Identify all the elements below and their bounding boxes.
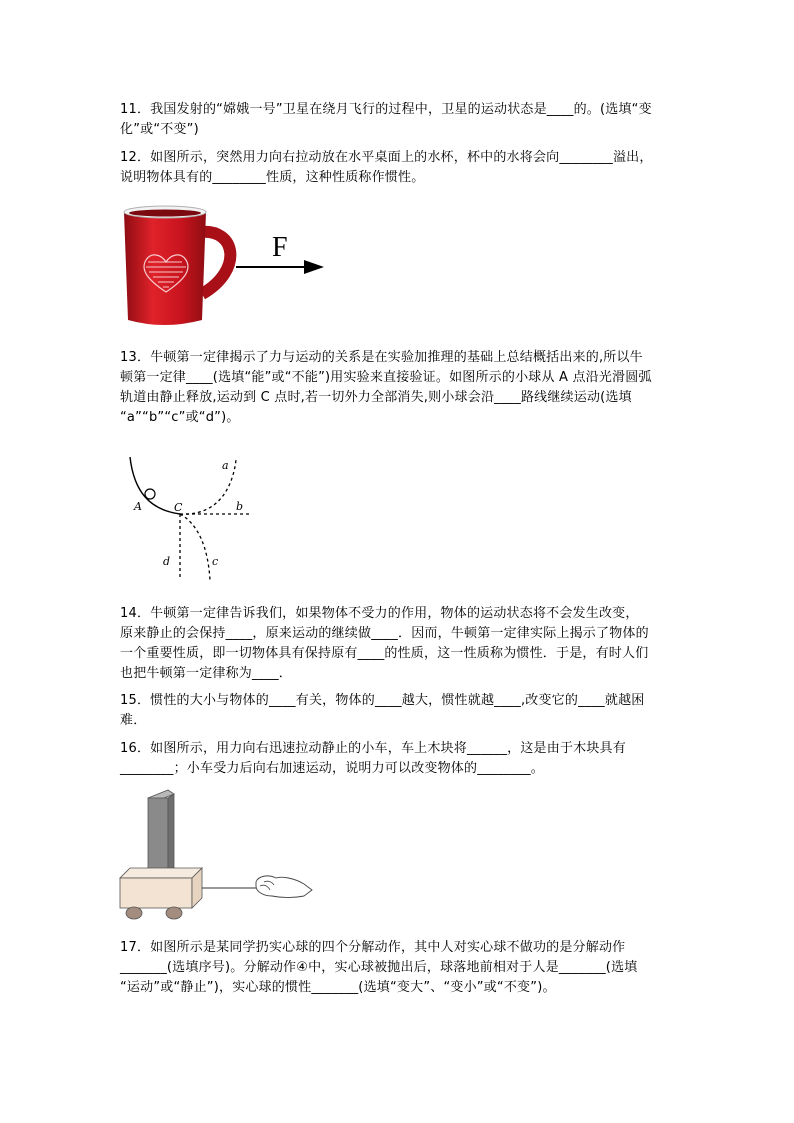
question-14 xyxy=(120,604,680,684)
question-17 xyxy=(120,938,680,998)
question-13-line-3: 轨道由静止释放,运动到 C 点时,若一切外力全部消失,则小球会沿____路线继续运动(选填 xyxy=(120,390,632,405)
question-14-line-4: 也把牛顿第一定律称为____． xyxy=(120,666,293,681)
arc-track-diagram xyxy=(120,452,260,582)
question-12 xyxy=(120,148,680,188)
question-17-line-1: 17．如图所示是某同学扔实心球的四个分解动作，其中人对实心球不做功的是分解动作 xyxy=(120,940,626,955)
question-15-line-1: 15．惯性的大小与物体的____有关，物体的____越大，惯性就越____,改变它的____就越困 xyxy=(120,693,645,708)
question-11-line-2: 化”或“不变”) xyxy=(120,122,199,137)
cart-body xyxy=(120,868,202,908)
cart-figure xyxy=(118,786,318,926)
question-14-line-2: 原来静止的会保持____，原来运动的继续做____．因而，牛顿第一定律实际上揭示了物体的 xyxy=(120,626,649,641)
label-a: a xyxy=(222,459,229,472)
label-b: b xyxy=(236,500,244,513)
label-d: d xyxy=(163,555,171,568)
question-15 xyxy=(120,691,680,731)
path-c xyxy=(180,514,210,580)
cup-body xyxy=(124,212,206,325)
question-13-line-1: 13．牛顿第一定律揭示了力与运动的关系是在实验加推理的基础上总结概括出来的,所以牛 xyxy=(120,350,643,365)
question-11 xyxy=(120,100,680,140)
question-13 xyxy=(120,348,680,428)
label-C: C xyxy=(174,501,183,514)
hand-icon xyxy=(256,876,312,898)
question-16-line-2: ________；小车受力后向右加速运动，说明力可以改变物体的________。 xyxy=(120,761,545,776)
cup-figure xyxy=(118,200,338,335)
label-c: c xyxy=(212,555,219,568)
question-16-line-1: 16．如图所示，用力向右迅速拉动静止的小车，车上木块将______，这是由于木块具有 xyxy=(120,741,626,756)
arc-track-figure xyxy=(120,452,260,582)
question-14-line-1: 14．牛顿第一定律告诉我们，如果物体不受力的作用，物体的运动状态将不会发生改变， xyxy=(120,606,639,621)
question-17-line-3: “运动”或“静止”)，实心球的惯性_______(选填“变大”、“变小”或“不变”)。 xyxy=(120,980,556,995)
force-label-F: F xyxy=(272,232,288,263)
question-11-line-1: 11．我国发射的“嫦娥一号”卫星在绕月飞行的过程中，卫星的运动状态是____的。(选填“变 xyxy=(120,102,652,117)
question-13-line-4: “a”“b”“c”或“d”)。 xyxy=(120,410,240,425)
question-13-line-2: 顿第一定律____(选填“能”或“不能”)用实验来直接验证。如图所示的小球从 A 点沿光滑圆弧 xyxy=(120,370,652,385)
ball xyxy=(145,489,155,499)
question-12-line-2: 说明物体具有的________性质，这种性质称作惯性。 xyxy=(120,170,425,185)
cup-illustration xyxy=(118,200,338,335)
cart-wheels xyxy=(126,907,182,919)
question-15-line-2: 难． xyxy=(120,713,147,728)
question-12-line-1: 12．如图所示，突然用力向右拉动放在水平桌面上的水杯，杯中的水将会向________溢出， xyxy=(120,150,653,165)
question-14-line-3: 一个重要性质，即一切物体具有保持原有____的性质，这一性质称为惯性．于是，有时人们 xyxy=(120,646,649,661)
label-A: A xyxy=(134,500,142,513)
wooden-block xyxy=(148,790,174,878)
cup-inner xyxy=(129,210,201,217)
cart-illustration xyxy=(118,786,318,926)
force-arrow-head xyxy=(304,260,324,274)
question-17-line-2: _______(选填序号)。分解动作④中，实心球被抛出后，球落地前相对于人是_______(选填 xyxy=(120,960,638,975)
question-16 xyxy=(120,739,680,779)
